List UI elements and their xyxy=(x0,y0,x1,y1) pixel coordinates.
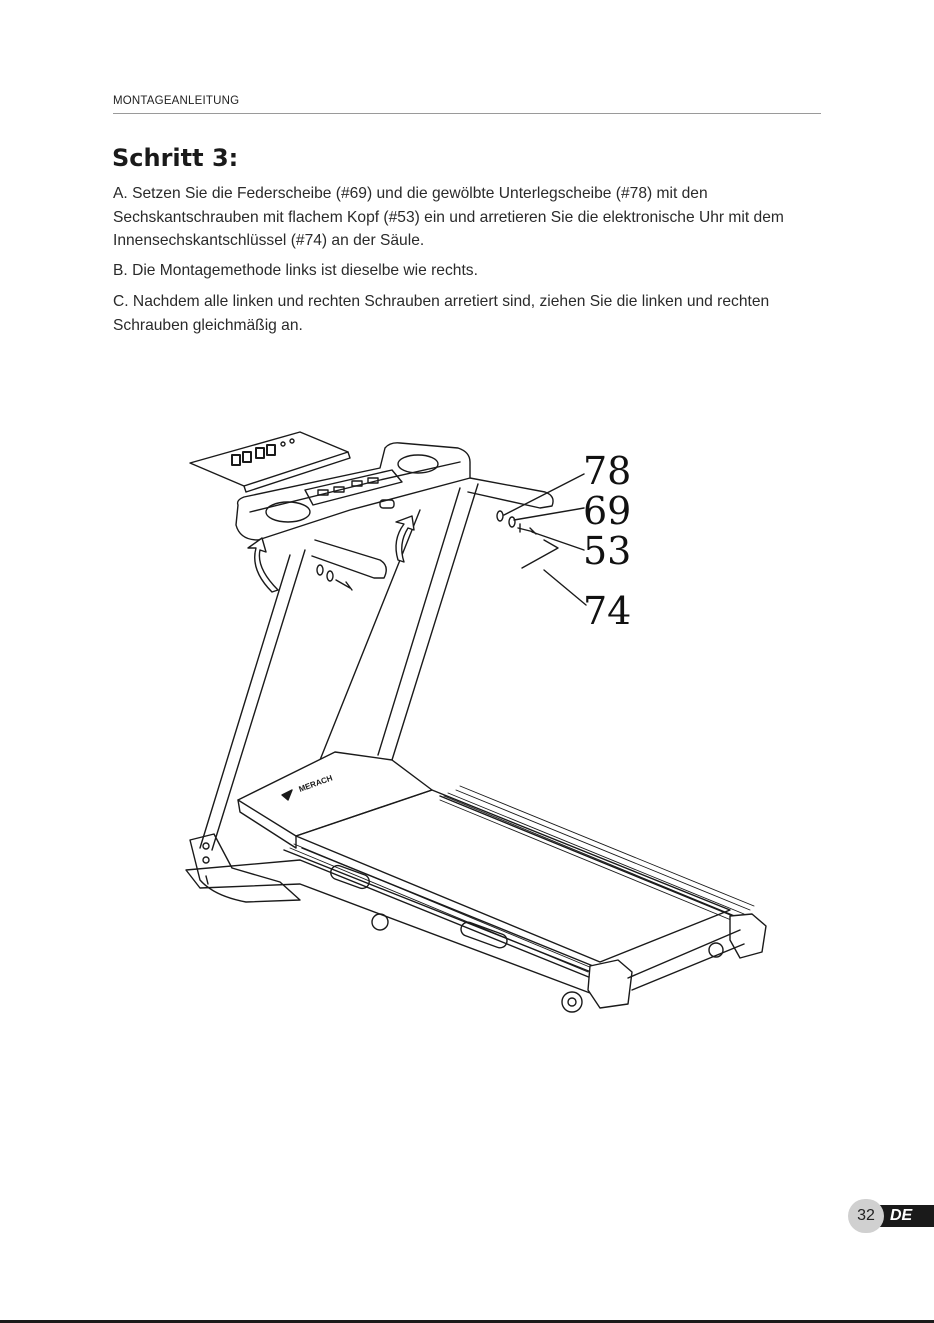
page-tab xyxy=(848,1199,934,1233)
language-tab: DE xyxy=(870,1205,934,1227)
callout-69: 69 xyxy=(583,489,632,533)
running-deck xyxy=(296,790,730,962)
rear-end-cap-left xyxy=(730,914,766,958)
console-frame xyxy=(236,443,470,540)
leader-78 xyxy=(504,474,584,515)
leader-69 xyxy=(514,508,584,520)
leader-74 xyxy=(544,570,586,605)
brand-label: MERACH xyxy=(297,773,334,794)
callout-74: 74 xyxy=(583,589,632,633)
fold-arrow-left-icon xyxy=(248,538,278,592)
instruction-paragraph-a: A. Setzen Sie die Federscheibe (#69) und die gewölbte Unterlegscheibe (#78) mit den Sechskantschrauben mit flachem Kopf (#53) ein und arretieren Sie die elektronische Uhr mit dem Innensechskantschlüssel (#74) an der Säule. xyxy=(113,185,784,249)
instruction-paragraph-b: B. Die Montagemethode links ist dieselbe wie rechts. xyxy=(113,262,478,279)
side-rail xyxy=(186,860,598,996)
right-handle xyxy=(468,478,553,508)
right-upright xyxy=(378,484,478,760)
step-title: Schritt 3: xyxy=(112,144,239,172)
callout-53: 53 xyxy=(583,529,632,573)
screw-set-right xyxy=(497,511,536,534)
cup-holder-left xyxy=(266,502,310,522)
cup-holder-right xyxy=(398,455,438,473)
wheel-rear xyxy=(562,992,582,1012)
hex-key-icon xyxy=(522,540,558,568)
display-digits-icon xyxy=(232,445,275,465)
wheel-mid xyxy=(372,914,388,930)
display-board xyxy=(190,432,348,486)
callout-78: 78 xyxy=(583,449,632,493)
header-section-title: MONTAGEANLEITUNG xyxy=(113,95,240,107)
header-divider xyxy=(113,113,821,114)
rear-end-cap-right xyxy=(588,960,632,1008)
page-number: 32 xyxy=(848,1199,884,1233)
treadmill-assembly-diagram xyxy=(180,420,780,1030)
instruction-paragraph-c: C. Nachdem alle linken und rechten Schrauben arretiert sind, ziehen Sie die linken und rechten Schrauben gleichmäßig an. xyxy=(113,293,770,334)
fold-arrow-right-icon xyxy=(396,516,414,562)
